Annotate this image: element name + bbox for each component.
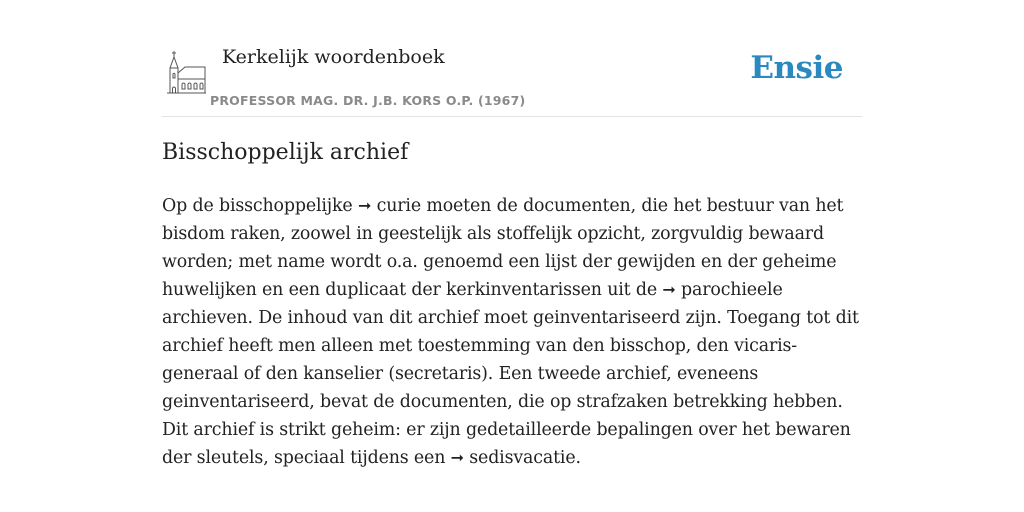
xref-label: curie [376,196,421,216]
dictionary-author: PROFESSOR MAG. DR. J.B. KORS O.P. (1967) [210,93,526,108]
ensie-logo-link[interactable]: Ensie [750,50,843,86]
xref-label: parochieele archieven [162,280,783,328]
entry-title: Bisschoppelijk archief [162,140,409,165]
entry-text: moeten de documenten, die het bestuur van het bisdom raken, zoowel in geestelijk als stoffelijk opzicht, zorgvuldig bewaard worden; met name wordt o.a. genoemd een lijst der gewijden en der geheime huwelijken en een duplicaat der kerkinventarissen uit de [162,196,844,300]
dictionary-title-link[interactable]: Kerkelijk woordenboek [222,46,445,68]
entry-text: . [575,448,581,468]
entry-text: Op de bisschoppelijke [162,196,358,216]
entry-body [162,192,862,472]
dictionary-header [162,0,862,117]
xref-sedisvacatie-link[interactable] [451,448,576,468]
arrow-right-icon: ➞ [450,448,464,467]
xref-label: sedisvacatie [469,448,576,468]
xref-curie-link[interactable] [358,196,421,216]
entry-text: . De inhoud van dit archief moet geinventariseerd zijn. Toegang tot dit archief heeft men alleen met toestemming van den bisschop, den vicaris-generaal of den kanselier (secretaris). Een tweede archief, eveneens geinventariseerd, bevat de documenten, die op strafzaken betrekking hebben. Dit archief is strikt geheim: er zijn gedetailleerde bepalingen over het bewaren der sleutels, speciaal tijdens een [162,308,859,468]
arrow-right-icon: ➞ [662,280,676,299]
church-icon [165,49,207,95]
arrow-right-icon: ➞ [357,196,372,215]
page-content [162,0,862,468]
